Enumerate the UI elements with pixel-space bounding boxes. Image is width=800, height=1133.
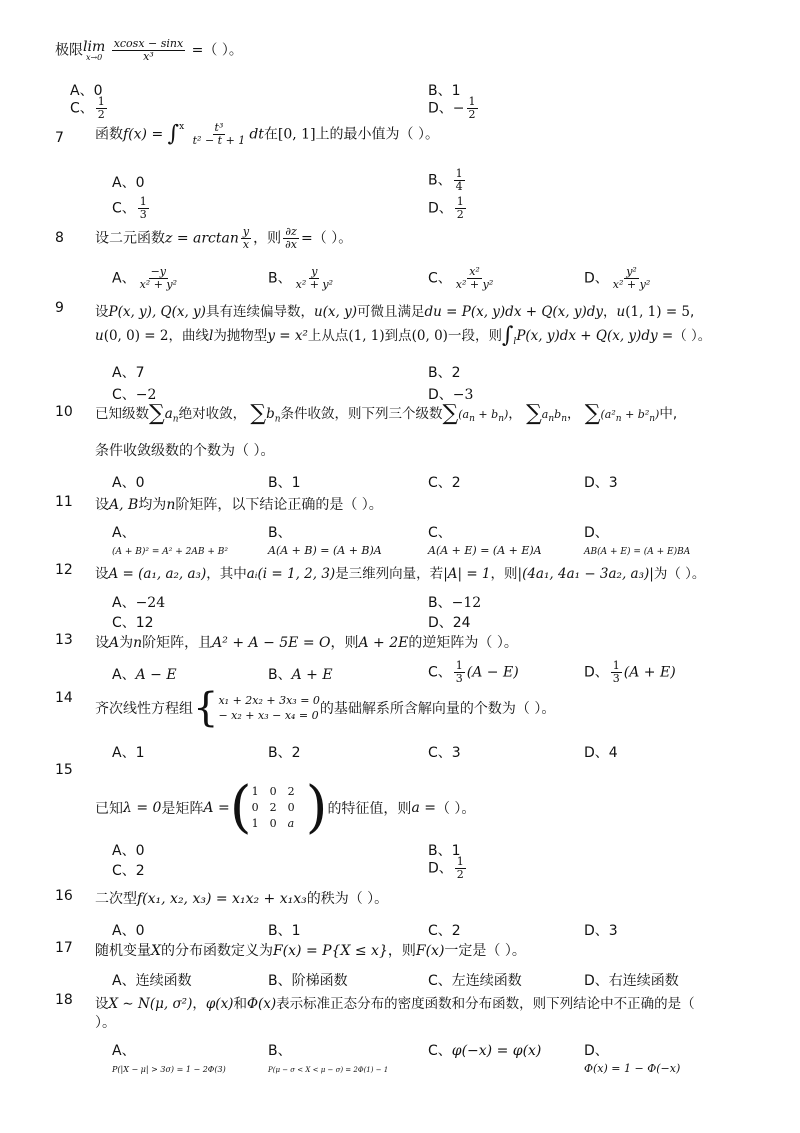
- question-18-line-1: 设X ∼ N(μ, σ²)，φ(x)和Φ(x)表示标准正态分布的密度函数和分布函数，则下列结论中不正确的是（: [95, 996, 695, 1012]
- q6-option-b[interactable]: B、1: [428, 83, 461, 99]
- question-9-line-2: u(0, 0) = 2，曲线l为抛物型y = x²上从点(1, 1)到点(0, 0)一段，则∫lP(x, y)dx + Q(x, y)dy =（ ）。: [95, 323, 712, 348]
- q15-option-b[interactable]: B、1: [428, 843, 461, 859]
- q17-option-b[interactable]: B、阶梯函数: [268, 973, 348, 989]
- q10-option-d[interactable]: D、3: [584, 475, 618, 491]
- q8-option-a[interactable]: A、 $\frac{-y}{\text{x² + y²}}$: [112, 265, 178, 292]
- question-14-number: 14: [55, 690, 73, 706]
- q18-option-c[interactable]: C、φ(−x) = φ(x): [428, 1043, 542, 1059]
- q7-option-c[interactable]: C、 $\frac{1}{3}$: [112, 195, 147, 222]
- q16-option-c[interactable]: C、2: [428, 923, 461, 939]
- q18-option-a[interactable]: A、 P(|X − μ| > 3σ) = 1 − 2Φ(3): [112, 1043, 226, 1074]
- q15-option-d[interactable]: D、 $\frac{1}{2}$: [428, 855, 464, 882]
- question-10-line-2: 条件收敛级数的个数为（ ）。: [95, 443, 275, 459]
- q11-option-d[interactable]: D、 AB(A + E) = (A + E)BA: [584, 525, 691, 557]
- question-9-number: 9: [55, 300, 64, 316]
- question-17-stem: 随机变量X的分布函数定义为F(x) = P{X ≤ x}，则F(x)一定是（ ）。: [95, 943, 526, 959]
- q10-option-a[interactable]: A、0: [112, 475, 145, 491]
- q6-option-c[interactable]: C、 $\frac{1}{2}$: [70, 95, 105, 122]
- q11-option-c[interactable]: C、 A(A + E) = (A + E)A: [428, 525, 542, 557]
- q17-option-c[interactable]: C、左连续函数: [428, 973, 522, 989]
- q13-option-d[interactable]: D、 $\frac{1}{3}$ (A + E): [584, 659, 676, 686]
- q12-option-c[interactable]: C、12: [112, 615, 154, 631]
- q16-option-b[interactable]: B、1: [268, 923, 301, 939]
- question-15-stem: 已知λ = 0是矩阵A =( 1 0 2 0 2 0 1 0 a )的特征值，则a =（ ）。: [95, 775, 476, 840]
- q10-option-b[interactable]: B、1: [268, 475, 301, 491]
- q9-option-a[interactable]: A、7: [112, 365, 145, 381]
- q16-option-d[interactable]: D、3: [584, 923, 618, 939]
- question-12-number: 12: [55, 562, 73, 578]
- q14-option-c[interactable]: C、3: [428, 745, 461, 761]
- question-11-number: 11: [55, 494, 73, 510]
- q15-option-a[interactable]: A、0: [112, 843, 145, 859]
- q6-option-a[interactable]: A、0: [70, 83, 103, 99]
- question-17-number: 17: [55, 940, 73, 956]
- question-13-number: 13: [55, 632, 73, 648]
- q12-option-a[interactable]: A、−24: [112, 595, 166, 611]
- question-12-stem: 设A = (a₁, a₂, a₃)，其中aᵢ(i = 1, 2, 3)是三维列向量，若|A| = 1，则|(4a₁, 4a₁ − 3a₂, a₃)|为（ ）。: [95, 566, 706, 582]
- question-9-line-1: 设P(x, y), Q(x, y)具有连续偏导数，u(x, y)可微且满足du = P(x, y)dx + Q(x, y)dy，u(1, 1) = 5,: [95, 304, 695, 320]
- q14-option-a[interactable]: A、1: [112, 745, 145, 761]
- q9-option-d[interactable]: D、−3: [428, 387, 474, 403]
- q15-option-c[interactable]: C、2: [112, 863, 145, 879]
- q8-option-d[interactable]: D、 $\frac{\text{y²}}{\text{x² + y²}}$: [584, 265, 651, 292]
- q11-option-b[interactable]: B、 A(A + B) = (A + B)A: [268, 525, 382, 557]
- q18-option-d[interactable]: D、 Φ(x) = 1 − Φ(−x): [584, 1043, 681, 1075]
- question-18-number: 18: [55, 992, 73, 1008]
- q13-option-a[interactable]: A、A − E: [112, 667, 177, 683]
- q8-option-c[interactable]: C、 $\frac{\text{x²}}{\text{x² + y²}}$: [428, 265, 494, 292]
- q13-option-c[interactable]: C、 $\frac{1}{3}$ (A − E): [428, 659, 519, 686]
- q11-option-a[interactable]: A、 (A + B)² = A² + 2AB + B²: [112, 525, 228, 557]
- q14-option-d[interactable]: D、4: [584, 745, 618, 761]
- q7-option-b[interactable]: B、 $\frac{1}{4}$: [428, 167, 463, 194]
- question-7-number: 7: [55, 130, 64, 146]
- q12-option-d[interactable]: D、24: [428, 615, 471, 631]
- q17-option-a[interactable]: A、连续函数: [112, 973, 192, 989]
- q14-option-b[interactable]: B、2: [268, 745, 301, 761]
- question-16-number: 16: [55, 888, 73, 904]
- q9-option-c[interactable]: C、−2: [112, 387, 157, 403]
- q10-option-c[interactable]: C、2: [428, 475, 461, 491]
- question-8-stem: 设二元函数z = arctan $\frac{y}{x}$ ，则 $\frac{\partial z}{\partial x}$ =（ ）。: [95, 225, 353, 252]
- question-8-number: 8: [55, 230, 64, 246]
- question-10-line-1: 已知级数$\sum a_n$绝对收敛， $\sum b_n$条件收敛，则下列三个级数$\sum(a_n + b_n)$， $\sum a_nb_n$， $\sum(a^2_n + b^2_n)$中,: [95, 401, 678, 426]
- question-6-stem: 极限 lim x→0 $\frac{xcosx - \sin x}{\text{x³}}$ =（ ）。: [55, 37, 243, 64]
- q8-option-b[interactable]: B、 $\frac{y}{\text{x² + y²}}$: [268, 265, 334, 292]
- q6-option-d[interactable]: D、− $\frac{1}{2}$: [428, 95, 476, 122]
- q7-option-d[interactable]: D、 $\frac{1}{2}$: [428, 195, 464, 222]
- q17-option-d[interactable]: D、右连续函数: [584, 973, 679, 989]
- question-18-line-2: ）。: [95, 1015, 116, 1031]
- q16-option-a[interactable]: A、0: [112, 923, 145, 939]
- q9-option-b[interactable]: B、2: [428, 365, 461, 381]
- question-11-stem: 设A, B均为n阶矩阵，以下结论正确的是（ ）。: [95, 497, 383, 513]
- q18-option-b[interactable]: B、 P(μ − σ < X < μ − σ) = 2Φ(1) − 1: [268, 1043, 389, 1074]
- question-16-stem: 二次型f(x₁, x₂, x₃) = x₁x₂ + x₁x₃的秩为（ ）。: [95, 891, 389, 907]
- q7-option-a[interactable]: A、0: [112, 175, 145, 191]
- q13-option-b[interactable]: B、A + E: [268, 667, 333, 683]
- question-15-number: 15: [55, 762, 73, 778]
- question-13-stem: 设A为n阶矩阵，且A² + A − 5E = O，则A + 2E的逆矩阵为（ ）。: [95, 635, 518, 651]
- question-14-stem: 齐次线性方程组{x₁ + 2x₂ + 3x₃ = 0 − x₂ + x₃ − x₄ = 0的基础解系所含解向量的个数为（ ）。: [95, 685, 556, 731]
- question-7-stem: 函数f(x) = ∫$^x$ $\frac{\text{t³}}{\text{t² − t + 1}}$ dt在[0, 1]上的最小值为（ ）。: [95, 121, 439, 148]
- q12-option-b[interactable]: B、−12: [428, 595, 482, 611]
- question-10-number: 10: [55, 404, 73, 420]
